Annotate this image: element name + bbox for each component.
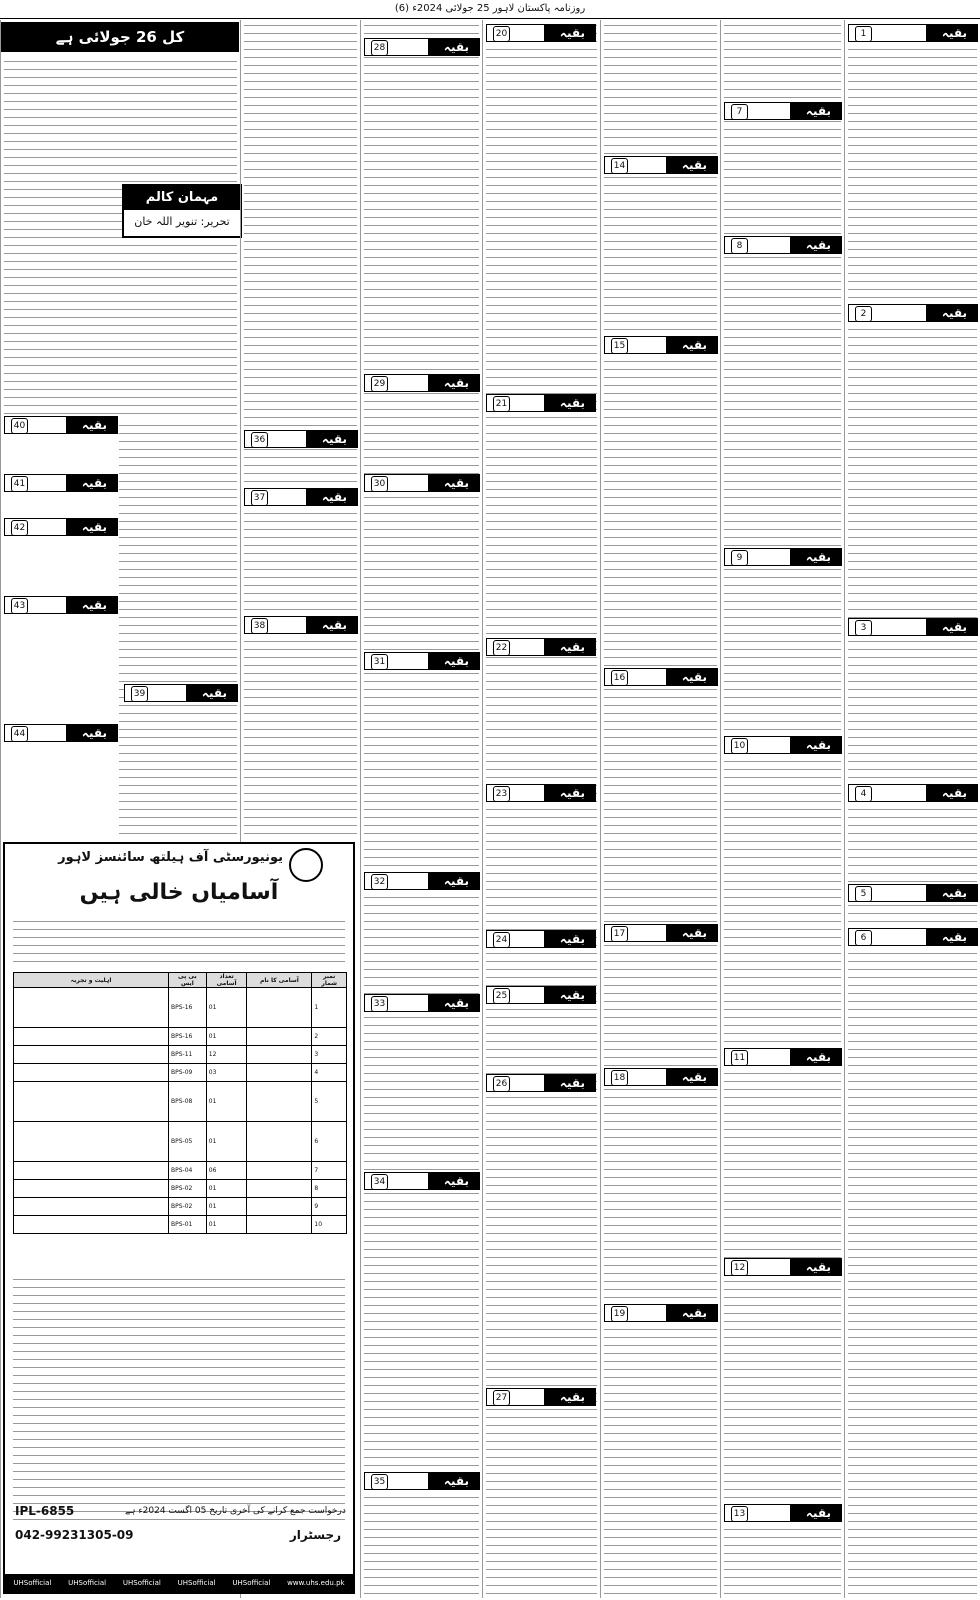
baqia-label: بقیہ — [544, 987, 595, 1003]
baqia-header-27 — [486, 1388, 596, 1406]
baqia-number: 36 — [251, 432, 268, 448]
table-cell: 3 — [312, 1046, 347, 1064]
table-cell — [247, 1216, 312, 1234]
baqia-header-19 — [604, 1304, 718, 1322]
baqia-label: بقیہ — [306, 489, 357, 505]
baqia-number: 18 — [611, 1070, 628, 1086]
baqia-header-30 — [364, 474, 480, 492]
masthead: روزنامہ پاکستان لاہور 25 جولائی 2024ء (6) — [0, 0, 980, 19]
baqia-number: 40 — [11, 418, 28, 434]
table-cell: 4 — [312, 1064, 347, 1082]
baqia-header-17 — [604, 924, 718, 942]
table-cell — [247, 1162, 312, 1180]
baqia-number: 19 — [611, 1306, 628, 1322]
baqia-header-20 — [486, 24, 596, 42]
column-4 — [482, 20, 600, 1598]
baqia-label: بقیہ — [666, 337, 717, 353]
table-cell — [14, 1064, 169, 1082]
baqia-number: 12 — [731, 1260, 748, 1276]
baqia-header-9 — [724, 548, 842, 566]
baqia-header-14 — [604, 156, 718, 174]
table-cell — [14, 1198, 169, 1216]
table-cell: 03 — [206, 1064, 247, 1082]
table-cell: 8 — [312, 1180, 347, 1198]
baqia-header-44 — [4, 724, 118, 742]
table-cell: 6 — [312, 1122, 347, 1162]
table-cell: 01 — [206, 1198, 247, 1216]
table-header: تعداد آسامی — [206, 973, 247, 988]
table-cell: BPS-02 — [169, 1198, 207, 1216]
baqia-header-10 — [724, 736, 842, 754]
baqia-label: بقیہ — [926, 25, 977, 41]
table-cell: 12 — [206, 1046, 247, 1064]
column-7 — [844, 20, 980, 1598]
table-cell — [14, 1180, 169, 1198]
baqia-label: بقیہ — [428, 1473, 479, 1489]
guest-column-title: مہمان کالم — [124, 186, 240, 210]
baqia-number: 35 — [371, 1474, 388, 1490]
table-cell: 2 — [312, 1028, 347, 1046]
baqia-number: 43 — [11, 598, 28, 614]
guest-column-box — [122, 184, 242, 238]
table-cell: BPS-02 — [169, 1180, 207, 1198]
column-banner: کل 26 جولائی ہے — [1, 22, 239, 52]
baqia-number: 1 — [855, 26, 872, 42]
baqia-header-26 — [486, 1074, 596, 1092]
table-cell: 01 — [206, 1028, 247, 1046]
baqia-header-33 — [364, 994, 480, 1012]
baqia-header-5 — [848, 884, 978, 902]
baqia-number: 33 — [371, 996, 388, 1012]
baqia-header-31 — [364, 652, 480, 670]
ad-last-date: درخواست جمع کرانے کی آخری تاریخ 05 اگست 2024ء ہے — [125, 1506, 346, 1516]
baqia-header-28 — [364, 38, 480, 56]
table-row — [14, 1216, 347, 1234]
baqia-number: 2 — [855, 306, 872, 322]
table-row — [14, 988, 347, 1028]
baqia-header-4 — [848, 784, 978, 802]
baqia-number: 32 — [371, 874, 388, 890]
baqia-header-15 — [604, 336, 718, 354]
table-cell: BPS-08 — [169, 1082, 207, 1122]
ad-ipl-code: IPL-6855 — [15, 1504, 75, 1518]
baqia-number: 17 — [611, 926, 628, 942]
baqia-label: بقیہ — [66, 519, 117, 535]
social-handle: UHSofficial — [232, 1579, 271, 1587]
table-cell: 01 — [206, 988, 247, 1028]
table-header: بی پی ایس — [169, 973, 207, 988]
baqia-label: بقیہ — [666, 1069, 717, 1085]
baqia-label: بقیہ — [790, 1505, 841, 1521]
table-cell — [247, 1064, 312, 1082]
baqia-number: 8 — [731, 238, 748, 254]
baqia-header-16 — [604, 668, 718, 686]
table-cell: 9 — [312, 1198, 347, 1216]
baqia-header-24 — [486, 930, 596, 948]
table-cell — [247, 1028, 312, 1046]
baqia-number: 25 — [493, 988, 510, 1004]
baqia-label: بقیہ — [428, 873, 479, 889]
table-cell: 01 — [206, 1216, 247, 1234]
baqia-label: بقیہ — [428, 653, 479, 669]
social-handle: UHSofficial — [13, 1579, 52, 1587]
baqia-number: 37 — [251, 490, 268, 506]
baqia-number: 11 — [731, 1050, 748, 1066]
baqia-header-11 — [724, 1048, 842, 1066]
baqia-label: بقیہ — [428, 39, 479, 55]
baqia-label: بقیہ — [544, 931, 595, 947]
baqia-number: 3 — [855, 620, 872, 636]
baqia-number: 20 — [493, 26, 510, 42]
baqia-number: 38 — [251, 618, 268, 634]
table-cell — [14, 1122, 169, 1162]
table-cell: 06 — [206, 1162, 247, 1180]
baqia-label: بقیہ — [926, 929, 977, 945]
table-cell — [247, 1046, 312, 1064]
baqia-label: بقیہ — [544, 1389, 595, 1405]
table-cell: 1 — [312, 988, 347, 1028]
table-cell — [247, 1122, 312, 1162]
table-cell — [14, 1046, 169, 1064]
baqia-number: 41 — [11, 476, 28, 492]
baqia-number: 14 — [611, 158, 628, 174]
baqia-label: بقیہ — [926, 305, 977, 321]
table-cell — [247, 1198, 312, 1216]
baqia-header-35 — [364, 1472, 480, 1490]
baqia-label: بقیہ — [544, 785, 595, 801]
baqia-label: بقیہ — [306, 617, 357, 633]
table-row — [14, 1180, 347, 1198]
baqia-header-18 — [604, 1068, 718, 1086]
baqia-header-34 — [364, 1172, 480, 1190]
social-handle: UHSofficial — [177, 1579, 216, 1587]
table-row — [14, 1122, 347, 1162]
baqia-header-13 — [724, 1504, 842, 1522]
baqia-header-36 — [244, 430, 358, 448]
baqia-header-8 — [724, 236, 842, 254]
baqia-header-39 — [124, 684, 238, 702]
baqia-header-25 — [486, 986, 596, 1004]
table-cell — [247, 1180, 312, 1198]
table-cell: BPS-09 — [169, 1064, 207, 1082]
social-handle: UHSofficial — [68, 1579, 107, 1587]
baqia-number: 10 — [731, 738, 748, 754]
baqia-header-3 — [848, 618, 978, 636]
baqia-label: بقیہ — [306, 431, 357, 447]
baqia-number: 28 — [371, 40, 388, 56]
baqia-label: بقیہ — [66, 597, 117, 613]
table-cell — [14, 1082, 169, 1122]
table-cell: 5 — [312, 1082, 347, 1122]
baqia-number: 31 — [371, 654, 388, 670]
table-row — [14, 1028, 347, 1046]
baqia-label: بقیہ — [428, 475, 479, 491]
ad-org-name: یونیورسٹی آف ہیلتھ سائنسز لاہور — [58, 850, 283, 865]
ad-phone: 042-99231305-09 — [15, 1528, 134, 1542]
baqia-header-43 — [4, 596, 118, 614]
baqia-header-1 — [848, 24, 978, 42]
baqia-header-32 — [364, 872, 480, 890]
social-handle: UHSofficial — [122, 1579, 161, 1587]
baqia-label: بقیہ — [544, 25, 595, 41]
table-cell — [247, 1082, 312, 1122]
column-5 — [600, 20, 720, 1598]
baqia-number: 23 — [493, 786, 510, 802]
baqia-label: بقیہ — [926, 885, 977, 901]
baqia-header-12 — [724, 1258, 842, 1276]
baqia-number: 22 — [493, 640, 510, 656]
baqia-number: 21 — [493, 396, 510, 412]
table-header: اہلیت و تجربہ — [14, 973, 169, 988]
baqia-label: بقیہ — [66, 475, 117, 491]
baqia-label: بقیہ — [66, 725, 117, 741]
table-cell: 01 — [206, 1122, 247, 1162]
column-3 — [360, 20, 482, 1598]
baqia-number: 26 — [493, 1076, 510, 1092]
baqia-label: بقیہ — [790, 1259, 841, 1275]
baqia-label: بقیہ — [790, 737, 841, 753]
table-row — [14, 1198, 347, 1216]
table-cell: 01 — [206, 1180, 247, 1198]
baqia-number: 34 — [371, 1174, 388, 1190]
baqia-number: 29 — [371, 376, 388, 392]
baqia-header-42 — [4, 518, 118, 536]
baqia-label: بقیہ — [666, 1305, 717, 1321]
baqia-number: 5 — [855, 886, 872, 902]
baqia-header-41 — [4, 474, 118, 492]
baqia-label: بقیہ — [544, 1075, 595, 1091]
baqia-label: بقیہ — [666, 925, 717, 941]
baqia-number: 42 — [11, 520, 28, 536]
baqia-number: 15 — [611, 338, 628, 354]
baqia-header-40 — [4, 416, 118, 434]
table-cell: BPS-16 — [169, 988, 207, 1028]
baqia-number: 6 — [855, 930, 872, 946]
ad-heading: آسامیاں خالی ہیں — [79, 880, 279, 905]
job-advertisement — [3, 842, 355, 1594]
baqia-label: بقیہ — [544, 639, 595, 655]
baqia-header-37 — [244, 488, 358, 506]
table-cell: 7 — [312, 1162, 347, 1180]
baqia-number: 39 — [131, 686, 148, 702]
table-row — [14, 1082, 347, 1122]
table-cell — [247, 988, 312, 1028]
table-cell: BPS-11 — [169, 1046, 207, 1064]
baqia-label: بقیہ — [926, 785, 977, 801]
guest-column-author: تحریر: تنویر اللہ خان — [134, 215, 230, 228]
baqia-header-22 — [486, 638, 596, 656]
table-cell — [14, 1162, 169, 1180]
table-cell — [14, 1028, 169, 1046]
baqia-label: بقیہ — [428, 995, 479, 1011]
baqia-header-2 — [848, 304, 978, 322]
baqia-label: بقیہ — [666, 669, 717, 685]
baqia-number: 4 — [855, 786, 872, 802]
table-row — [14, 1046, 347, 1064]
baqia-header-23 — [486, 784, 596, 802]
baqia-label: بقیہ — [186, 685, 237, 701]
table-row — [14, 1064, 347, 1082]
table-cell: BPS-05 — [169, 1122, 207, 1162]
ad-intro-text — [13, 916, 345, 966]
baqia-label: بقیہ — [428, 1173, 479, 1189]
table-cell: 01 — [206, 1082, 247, 1122]
ad-social-bar — [5, 1574, 353, 1592]
table-cell — [14, 1216, 169, 1234]
baqia-label: بقیہ — [790, 103, 841, 119]
table-cell: 10 — [312, 1216, 347, 1234]
baqia-number: 13 — [731, 1506, 748, 1522]
column-6 — [720, 20, 844, 1598]
baqia-label: بقیہ — [66, 417, 117, 433]
ad-instructions — [13, 1274, 345, 1524]
table-header: آسامی کا نام — [247, 973, 312, 988]
ad-registrar: رجسٹرار — [289, 1528, 341, 1542]
baqia-label: بقیہ — [790, 1049, 841, 1065]
university-logo-icon — [289, 848, 323, 882]
table-cell — [14, 988, 169, 1028]
baqia-number: 24 — [493, 932, 510, 948]
baqia-label: بقیہ — [926, 619, 977, 635]
table-row — [14, 1162, 347, 1180]
baqia-label: بقیہ — [428, 375, 479, 391]
baqia-number: 7 — [731, 104, 748, 120]
table-cell: BPS-01 — [169, 1216, 207, 1234]
table-header: نمبر شمار — [312, 973, 347, 988]
baqia-number: 9 — [731, 550, 748, 566]
posts-table — [13, 972, 347, 1234]
baqia-header-6 — [848, 928, 978, 946]
baqia-header-7 — [724, 102, 842, 120]
baqia-label: بقیہ — [666, 157, 717, 173]
social-handle: www.uhs.edu.pk — [287, 1579, 345, 1587]
baqia-label: بقیہ — [790, 549, 841, 565]
baqia-number: 30 — [371, 476, 388, 492]
table-cell: BPS-04 — [169, 1162, 207, 1180]
baqia-label: بقیہ — [544, 395, 595, 411]
baqia-number: 16 — [611, 670, 628, 686]
baqia-header-38 — [244, 616, 358, 634]
baqia-number: 44 — [11, 726, 28, 742]
baqia-label: بقیہ — [790, 237, 841, 253]
baqia-header-29 — [364, 374, 480, 392]
baqia-header-21 — [486, 394, 596, 412]
baqia-number: 27 — [493, 1390, 510, 1406]
table-cell: BPS-16 — [169, 1028, 207, 1046]
